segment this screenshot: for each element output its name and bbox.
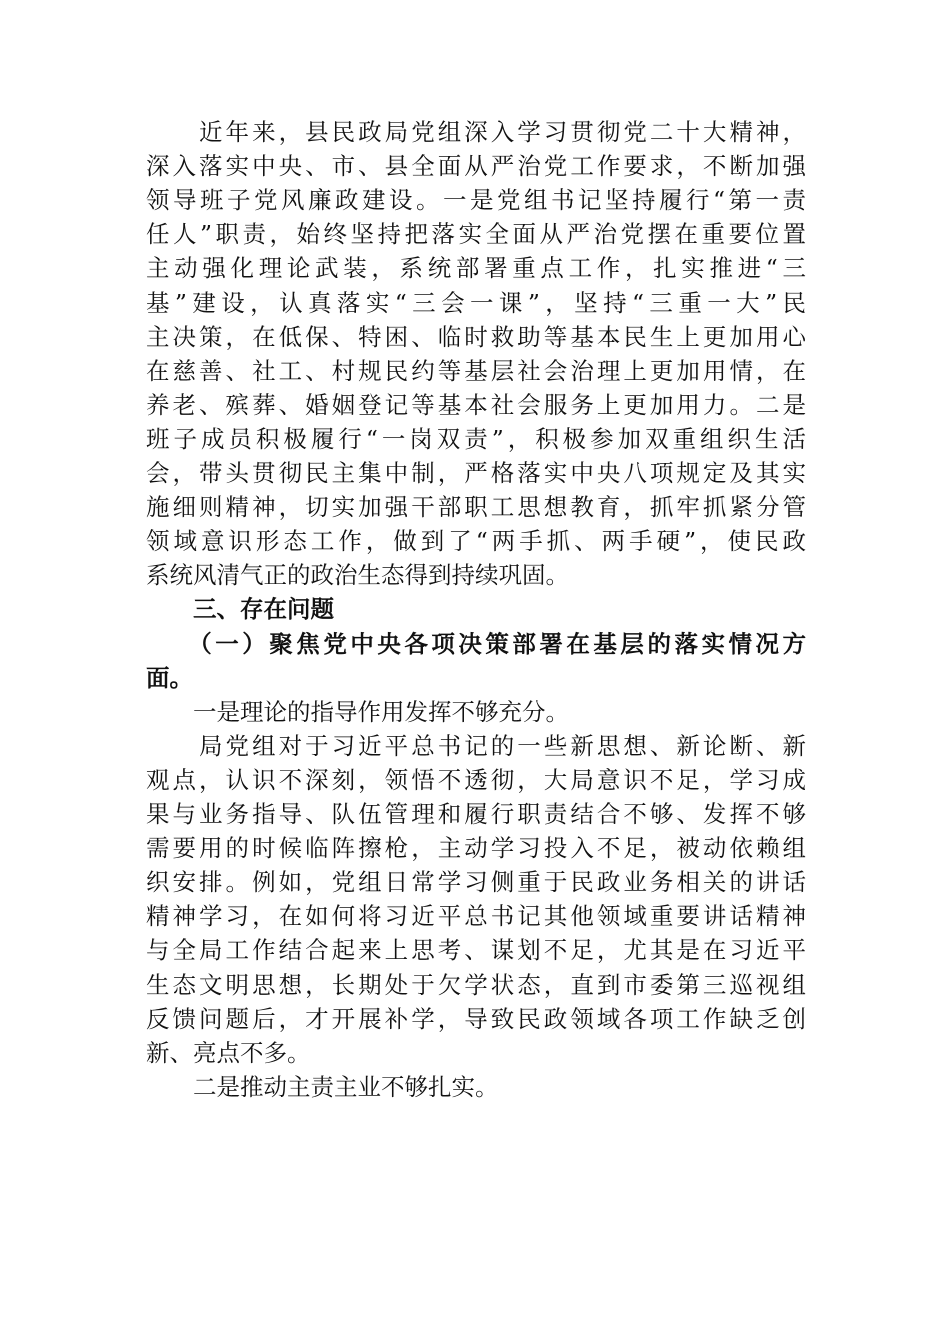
- section-heading-problems-line: 三、存在问题: [146, 595, 334, 624]
- subsection-heading-1-line: （一）聚焦党中央各项决策部署在基层的落实情况方: [146, 629, 806, 658]
- paragraph-intro-line: 深入落实中央、市、县全面从严治党工作要求，不断加强: [146, 152, 806, 181]
- paragraph-intro-line: 主决策，在低保、特困、临时救助等基本民生上更加用心: [146, 322, 806, 351]
- paragraph-intro-line: 养老、殡葬、婚姻登记等基本社会服务上更加用力。二是: [146, 390, 806, 419]
- paragraph-intro-line: 施细则精神，切实加强干部职工思想教育，抓牢抓紧分管: [146, 493, 806, 522]
- point-heading-2-line: 二是推动主责主业不够扎实。: [146, 1072, 499, 1101]
- paragraph-theory-line: 新、亮点不多。: [146, 1038, 311, 1067]
- paragraph-intro-line: 任人”职责，始终坚持把落实全面从严治党摆在重要位置: [146, 220, 806, 249]
- point-heading-1-line: 一是理论的指导作用发挥不够充分。: [146, 697, 569, 726]
- paragraph-intro-line: 在慈善、社工、村规民约等基层社会治理上更加用情，在: [146, 356, 806, 385]
- paragraph-intro-line: 主动强化理论武装，系统部署重点工作，扎实推进“三: [146, 254, 806, 283]
- paragraph-theory-line: 与全局工作结合起来上思考、谋划不足，尤其是在习近平: [146, 936, 806, 965]
- paragraph-theory-line: 局党组对于习近平总书记的一些新思想、新论断、新: [146, 731, 806, 760]
- paragraph-theory-line: 果与业务指导、队伍管理和履行职责结合不够、发挥不够: [146, 800, 806, 828]
- paragraph-intro-line: 领域意识形态工作，做到了“两手抓、两手硬”，使民政: [146, 527, 806, 556]
- paragraph-theory-line: 反馈问题后，才开展补学，导致民政领域各项工作缺乏创: [146, 1004, 806, 1033]
- paragraph-theory-line: 织安排。例如，党组日常学习侧重于民政业务相关的讲话: [146, 868, 806, 897]
- paragraph-intro-line: 系统风清气正的政治生态得到持续巩固。: [146, 561, 569, 590]
- paragraph-intro-line: 领导班子党风廉政建设。一是党组书记坚持履行“第一责: [146, 186, 806, 215]
- paragraph-theory-line: 生态文明思想，长期处于欠学状态，直到市委第三巡视组: [146, 970, 806, 999]
- paragraph-theory-line: 需要用的时候临阵擦枪，主动学习投入不足，被动依赖组: [146, 834, 806, 863]
- paragraph-theory-line: 精神学习，在如何将习近平总书记其他领域重要讲话精神: [146, 902, 806, 931]
- paragraph-intro-line: 基”建设，认真落实“三会一课”，坚持“三重一大”民: [146, 288, 806, 317]
- paragraph-intro-line: 会，带头贯彻民主集中制，严格落实中央八项规定及其实: [146, 459, 806, 487]
- paragraph-theory-line: 观点，认识不深刻，领悟不透彻，大局意识不足，学习成: [146, 765, 806, 794]
- subsection-heading-1-line: 面。: [146, 663, 193, 692]
- paragraph-intro-line: 近年来，县民政局党组深入学习贯彻党二十大精神，: [146, 118, 806, 146]
- paragraph-intro-line: 班子成员积极履行“一岗双责”，积极参加双重组织生活: [146, 424, 806, 453]
